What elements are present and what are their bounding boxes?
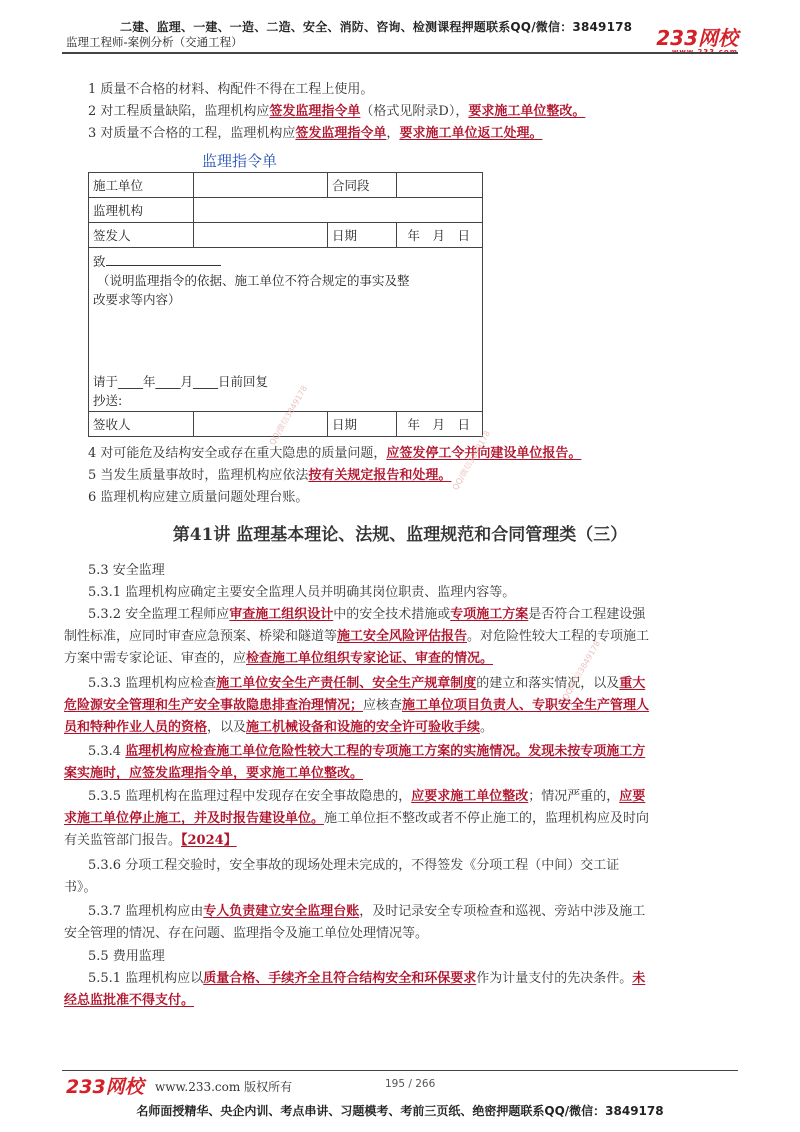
item-2-mid: （格式见附录D）， [360, 104, 469, 119]
text: 作为计量支付的先决条件。 [476, 971, 633, 986]
highlight: 重大 [619, 676, 646, 691]
item-2-highlight-1: 签发监理指令单 [269, 104, 361, 119]
item-4 [88, 444, 581, 464]
highlight: 施工单位安全生产责任制、安全生产规章制度 [216, 676, 477, 691]
header-divider [62, 52, 738, 54]
highlight: 危险源安全管理和生产安全事故隐患排查治理情况； [64, 698, 364, 713]
footer-promo: 名师面授精华、央企内训、考点串讲、习题模考、考前三页纸、绝密押题联系QQ/微信：3849178 [136, 1104, 664, 1118]
text: 有关监管部门报告。 [64, 833, 182, 848]
text: 中的安全技术措施或 [333, 607, 451, 622]
text: 5.3.7 监理机构应由 [88, 904, 204, 919]
para-5-3-3-line-3 [64, 718, 493, 738]
form-label-section: 合同段 [328, 173, 397, 198]
form-label-agency: 监理机构 [89, 198, 194, 223]
form-to-blank [106, 253, 221, 266]
form-cc: 抄送: [93, 393, 123, 408]
text: 5.3.3 监理机构应检查 [88, 676, 217, 691]
watermark: QQ/微信3849178 [267, 384, 310, 447]
text: 。对危险性较大工程的专项施工 [467, 629, 650, 644]
item-3-highlight-2: 要求施工单位返工处理。 [399, 126, 543, 141]
item-3-highlight-1: 签发监理指令单 [295, 126, 387, 141]
item-4-highlight: 应签发停工令并向建设单位报告。 [386, 446, 582, 461]
year-tag: 【2024】 [181, 833, 237, 848]
para-5-3-2-line-3 [64, 649, 493, 669]
text: 施工单位拒不整改或者不停止施工的，监理机构应及时向 [324, 811, 650, 826]
para-5-3-6-line-1: 5.3.6 分项工程交验时，安全事故的现场处理未完成的，不得签发《分项工程（中间）交工证 [88, 858, 620, 873]
highlight: 求施工单位停止施工，并及时报告建设单位。 [64, 811, 325, 826]
highlight: 应要 [619, 789, 646, 804]
para-5-3-3-line-2 [64, 696, 649, 716]
footer-divider [62, 1070, 738, 1071]
form-to [93, 252, 478, 271]
form-row-body [89, 248, 483, 412]
text: 。 [480, 720, 494, 735]
para-5-3-5-line-2 [64, 809, 649, 829]
footer-logo: 233网校 [66, 1076, 144, 1098]
item-1-text: 1 质量不合格的材料、构配件不得在工程上使用。 [88, 82, 374, 97]
para-5-3-6-line-2: 书》。 [64, 880, 97, 895]
highlight: 员和特种作业人员的资格 [64, 720, 208, 735]
form-reply: 请于____年____月____日前回复 [93, 374, 269, 389]
para-5-3-5-line-1 [88, 787, 645, 807]
form-cell-recipient-value [194, 412, 328, 437]
highlight: 施工安全风险评估报告 [337, 629, 468, 644]
form-to-label: 致 [93, 254, 106, 269]
header-subtitle: 监理工程师-案例分析（交通工程） [66, 35, 243, 49]
text: ；情况严重的， [528, 789, 620, 804]
para-5-3-3-line-1 [88, 674, 645, 694]
form-body-line-1: （说明监理指令的依据、施工单位不符合规定的事实及整 [97, 273, 410, 288]
heading-5-5: 5.5 费用监理 [88, 949, 165, 964]
page-number: 195 / 266 [385, 1078, 436, 1090]
para-5-3-2-line-1 [88, 605, 645, 625]
highlight: 专项施工方案 [450, 607, 529, 622]
header-top-text: 二建、监理、一建、一造、二造、安全、消防、咨询、检测课程押题联系QQ/微信：3849178 [120, 20, 633, 34]
heading-5-3: 5.3 安全监理 [88, 563, 165, 578]
item-3-mid: ， [386, 126, 400, 141]
highlight: 检查施工单位组织专家论证、审查的情况。 [246, 651, 494, 666]
item-2-highlight-2: 要求施工单位整改。 [468, 104, 586, 119]
form-date-value-2: 年 月 日 [397, 412, 483, 437]
para-5-3-7-line-1 [88, 902, 645, 922]
para-5-5-1-line-2 [64, 991, 194, 1011]
form-body [89, 248, 483, 412]
highlight: 专人负责建立安全监理台账 [203, 904, 360, 919]
highlight: 审查施工组织设计 [229, 607, 334, 622]
text: 5.3.4 [88, 744, 126, 759]
item-6 [88, 488, 308, 508]
text: 方案中需专家论证、审查的，应 [64, 651, 247, 666]
para-5-3-1: 5.3.1 监理机构应确定主要安全监理人员并明确其岗位职责、监理内容等。 [88, 585, 516, 600]
form-title: 监理指令单 [202, 152, 278, 170]
para-5-3-5-line-3 [64, 831, 237, 851]
form-label-issuer: 签发人 [89, 223, 194, 248]
form-date-value: 年 月 日 [397, 223, 483, 248]
highlight: 质量合格、手续齐全且符合结构安全和环保要求 [203, 971, 477, 986]
text: 5.3.5 监理机构在监理过程中发现存在安全事故隐患的， [88, 789, 412, 804]
item-5-text: 5 当发生质量事故时，监理机构应依法 [88, 468, 309, 483]
para-5-5-1-line-1 [88, 969, 645, 989]
item-2-text: 2 对工程质量缺陷，监理机构应 [88, 104, 270, 119]
form-cell-issuer-value [194, 223, 328, 248]
highlight: 施工单位项目负责人、专职安全生产管理人 [402, 698, 650, 713]
item-3-text: 3 对质量不合格的工程，监理机构应 [88, 126, 296, 141]
item-1 [88, 80, 373, 100]
form-row-contractor [89, 173, 483, 198]
highlight: 监理机构应检查施工单位危险性较大工程的专项施工方案的实施情况。发现未按专项施工方 [125, 744, 646, 759]
form-label-date-2: 日期 [328, 412, 397, 437]
text: 制性标准，应同时审查应急预案、桥梁和隧道等 [64, 629, 338, 644]
text: 应核查 [363, 698, 403, 713]
text: 的建立和落实情况，以及 [476, 676, 620, 691]
para-5-3-2-line-2 [64, 627, 649, 647]
text: ，及时记录安全专项检查和巡视、旁站中涉及施工 [359, 904, 646, 919]
form-label-recipient: 签收人 [89, 412, 194, 437]
para-5-3-7-line-2: 安全管理的情况、存在问题、监理指令及施工单位处理情况等。 [64, 926, 429, 941]
form-label-date: 日期 [328, 223, 397, 248]
header-logo [656, 22, 738, 56]
highlight: 施工机械设备和设施的安全许可验收手续 [246, 720, 481, 735]
watermark: QQ/微信3849178 [560, 639, 603, 702]
para-5-3-4-line-2 [64, 764, 363, 784]
highlight: 案实施时，应签发监理指令单，要求施工单位整改。 [64, 766, 364, 781]
para-5-3-4-line-1 [88, 742, 645, 762]
text: 5.3.2 安全监理工程师应 [88, 607, 230, 622]
item-5-highlight: 按有关规定报告和处理。 [308, 468, 452, 483]
form-row-agency [89, 198, 483, 223]
item-5 [88, 466, 451, 486]
section-title: 第41讲 监理基本理论、法规、监理规范和合同管理类（三） [172, 525, 628, 545]
item-6-text: 6 监理机构应建立质量问题处理台账。 [88, 490, 309, 505]
header-logo-sub: www.233.com [671, 48, 738, 56]
highlight: 经总监批准不得支付。 [64, 993, 195, 1008]
supervision-order-form [88, 172, 483, 437]
watermark: QQ/微信3849178 [450, 429, 493, 492]
item-4-text: 4 对可能危及结构安全或存在重大隐患的质量问题， [88, 446, 387, 461]
text: 5.5.1 监理机构应以 [88, 971, 204, 986]
text: ，以及 [207, 720, 247, 735]
item-3 [88, 124, 542, 144]
highlight: 应要求施工单位整改 [411, 789, 529, 804]
form-cell-agency-value [194, 198, 483, 223]
form-label-contractor: 施工单位 [89, 173, 194, 198]
item-2 [88, 102, 585, 122]
highlight: 未 [632, 971, 646, 986]
form-row-issuer [89, 223, 483, 248]
form-cell-section-value [397, 173, 483, 198]
form-cell-contractor-value [194, 173, 328, 198]
form-body-line-2: 改要求等内容） [93, 292, 181, 307]
text: 是否符合工程建设强 [528, 607, 646, 622]
footer-site: www.233.com 版权所有 [155, 1080, 293, 1094]
header-logo-text: 233网校 [656, 26, 738, 50]
